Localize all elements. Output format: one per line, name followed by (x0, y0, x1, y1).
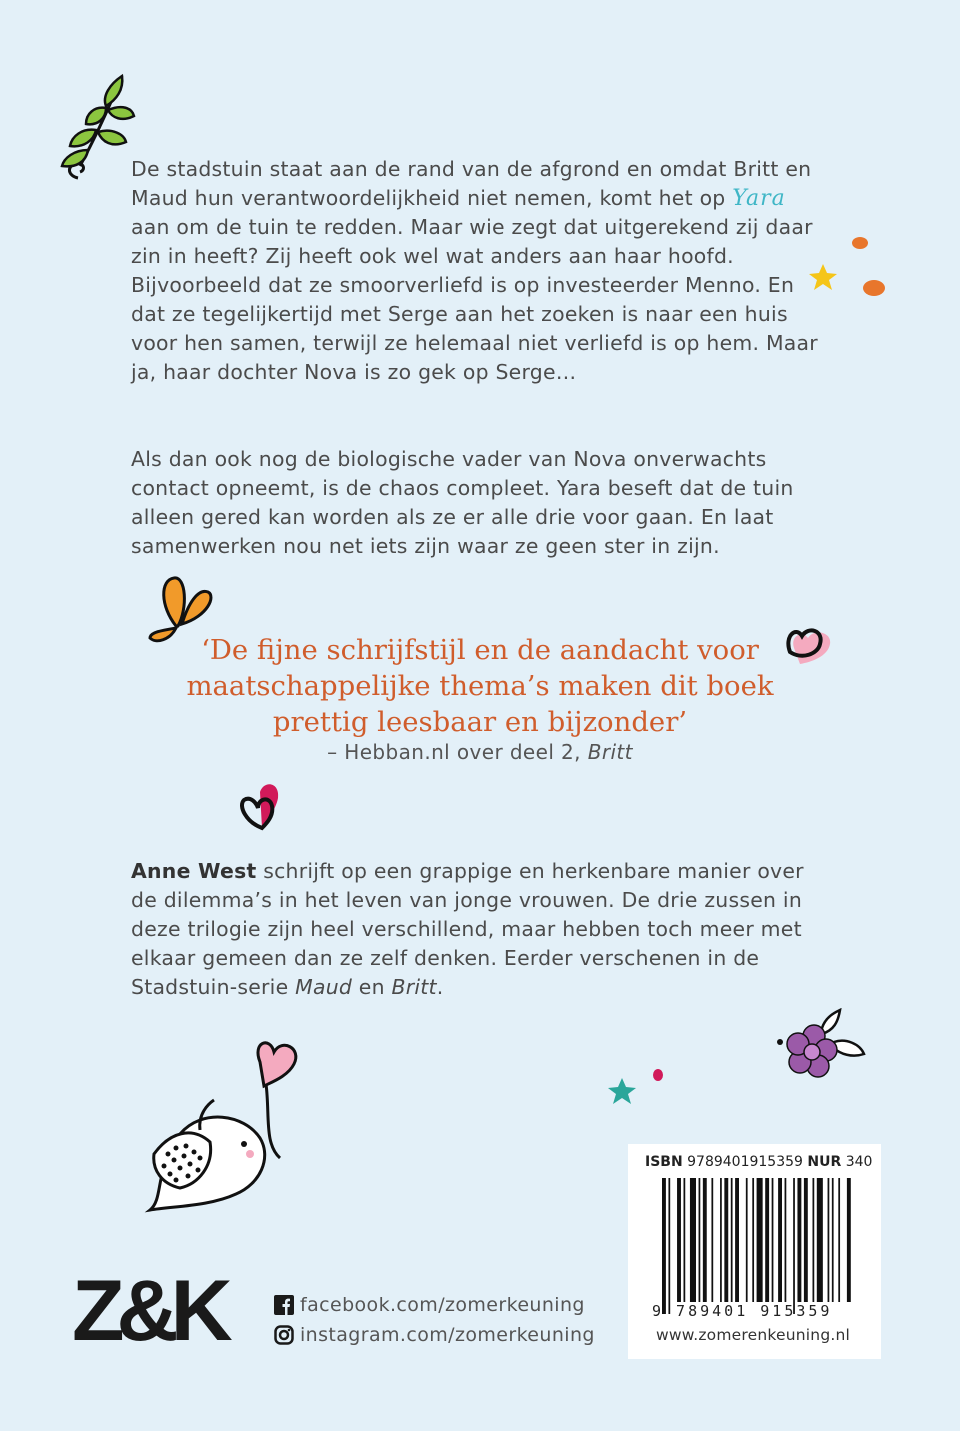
author-text-end: . (436, 975, 444, 999)
instagram-link[interactable] (274, 1324, 595, 1346)
blurb-paragraph-2: Als dan ook nog de biologische vader van Nova onverwachts contact opneemt, is de chaos compleet. Yara beseft dat de tuin alleen gered kan worden als ze er alle drie voor gaan. En laat samenwerken nou net iets zijn waar ze geen ster in zijn. (131, 447, 794, 558)
instagram-url[interactable]: instagram.com/zomerkeuning (300, 1324, 595, 1346)
barcode-bar (731, 1178, 733, 1302)
barcode-bar (703, 1178, 707, 1302)
barcode-bar (813, 1178, 815, 1302)
barcode-bar (668, 1178, 670, 1314)
facebook-link[interactable] (274, 1294, 585, 1316)
blurb-text: aan om de tuin te redden. Maar wie zegt dat uitgerekend zij daar zin in heeft? Zij heeft ook wel wat anders aan haar hoofd. Bijvoorbeeld dat ze smoorverliefd is op investeerder Menno. En dat ze tegelijkertijd met Serge aan het zoeken is naar een huis voor hen samen, terwijl ze helemaal niet verliefd is op hem. Maar ja, haar dochter Nova is zo gek op Serge… (131, 215, 818, 384)
isbn-label: ISBN (645, 1154, 683, 1170)
author-name: Anne West (131, 859, 257, 883)
author-text: schrijft op een grappige en herkenbare manier over de dilemma’s in het leven van jonge vrouwen. De drie zussen in deze trilogie zijn heel verschillend, maar hebben toch meer met elkaar gemeen dan ze zelf denken. Eerder verschenen in de Stadstuin-serie (131, 859, 804, 999)
barcode-bar (746, 1178, 748, 1302)
barcode-digits: 9 789401 915359 (652, 1302, 833, 1320)
blurb-text: De stadstuin staat aan de rand van de afgrond en omdat Britt en Maud hun verantwoordelijkheid niet nemen, komt het op (131, 157, 812, 210)
publisher-logo: Z&K (72, 1263, 225, 1359)
quote-attribution (160, 740, 800, 764)
barcode-bar (699, 1178, 701, 1302)
barcode-bar (720, 1178, 722, 1302)
barcode-bar (785, 1178, 787, 1302)
publisher-website[interactable]: www.zomerenkeuning.nl (656, 1326, 851, 1344)
facebook-url[interactable]: facebook.com/zomerkeuning (300, 1294, 585, 1316)
barcode-bar (724, 1178, 728, 1302)
barcode-panel (628, 1144, 881, 1359)
barcode-bar (817, 1178, 823, 1302)
barcode-bar (765, 1178, 769, 1302)
book-title-maud: Maud (295, 975, 353, 999)
facebook-icon (274, 1295, 294, 1315)
barcode-bar (677, 1178, 681, 1302)
barcode-bar (828, 1178, 830, 1302)
barcode-bar (662, 1178, 666, 1314)
barcode-bar (804, 1178, 808, 1302)
barcode-bar (772, 1178, 774, 1302)
isbn-number: 9789401915359 (687, 1154, 803, 1170)
barcode (648, 1178, 862, 1316)
review-quote (160, 632, 800, 740)
star-icon (606, 1064, 668, 1108)
heart-icon (236, 780, 286, 834)
barcode-bar (797, 1178, 801, 1302)
barcode-bar (847, 1178, 851, 1302)
decorative-dots (806, 230, 890, 302)
leaf-icon (56, 70, 140, 184)
barcode-bar (793, 1178, 795, 1314)
yara-name: Yara (732, 186, 786, 211)
instagram-icon (274, 1325, 294, 1345)
author-paragraph (131, 857, 831, 1002)
quote-line-1: ‘De fijne schrijfstijl en de aandacht voor (201, 634, 759, 666)
barcode-bar (711, 1178, 713, 1302)
nur-number: 340 (845, 1154, 873, 1170)
barcode-bar (832, 1178, 834, 1302)
attribution-book-title: Britt (587, 740, 633, 764)
barcode-bar (684, 1178, 686, 1302)
isbn-line (645, 1154, 872, 1170)
barcode-bar (690, 1178, 696, 1302)
bird-icon (140, 1034, 304, 1220)
nur-label: NUR (807, 1154, 842, 1170)
author-text-and: en (352, 975, 392, 999)
barcode-bar (735, 1178, 739, 1302)
blurb-paragraph-1 (131, 155, 831, 387)
barcode-bar (752, 1178, 754, 1302)
barcode-bar (838, 1178, 840, 1302)
quote-line-3: prettig leesbaar en bijzonder’ (272, 706, 688, 738)
quote-line-2: maatschappelijke thema’s maken dit boek (186, 670, 774, 702)
book-title-britt: Britt (391, 975, 437, 999)
flower-icon (774, 1008, 868, 1088)
barcode-bar (778, 1178, 782, 1302)
barcode-bar (757, 1178, 763, 1302)
attribution-source: – Hebban.nl over deel 2, (327, 740, 588, 764)
